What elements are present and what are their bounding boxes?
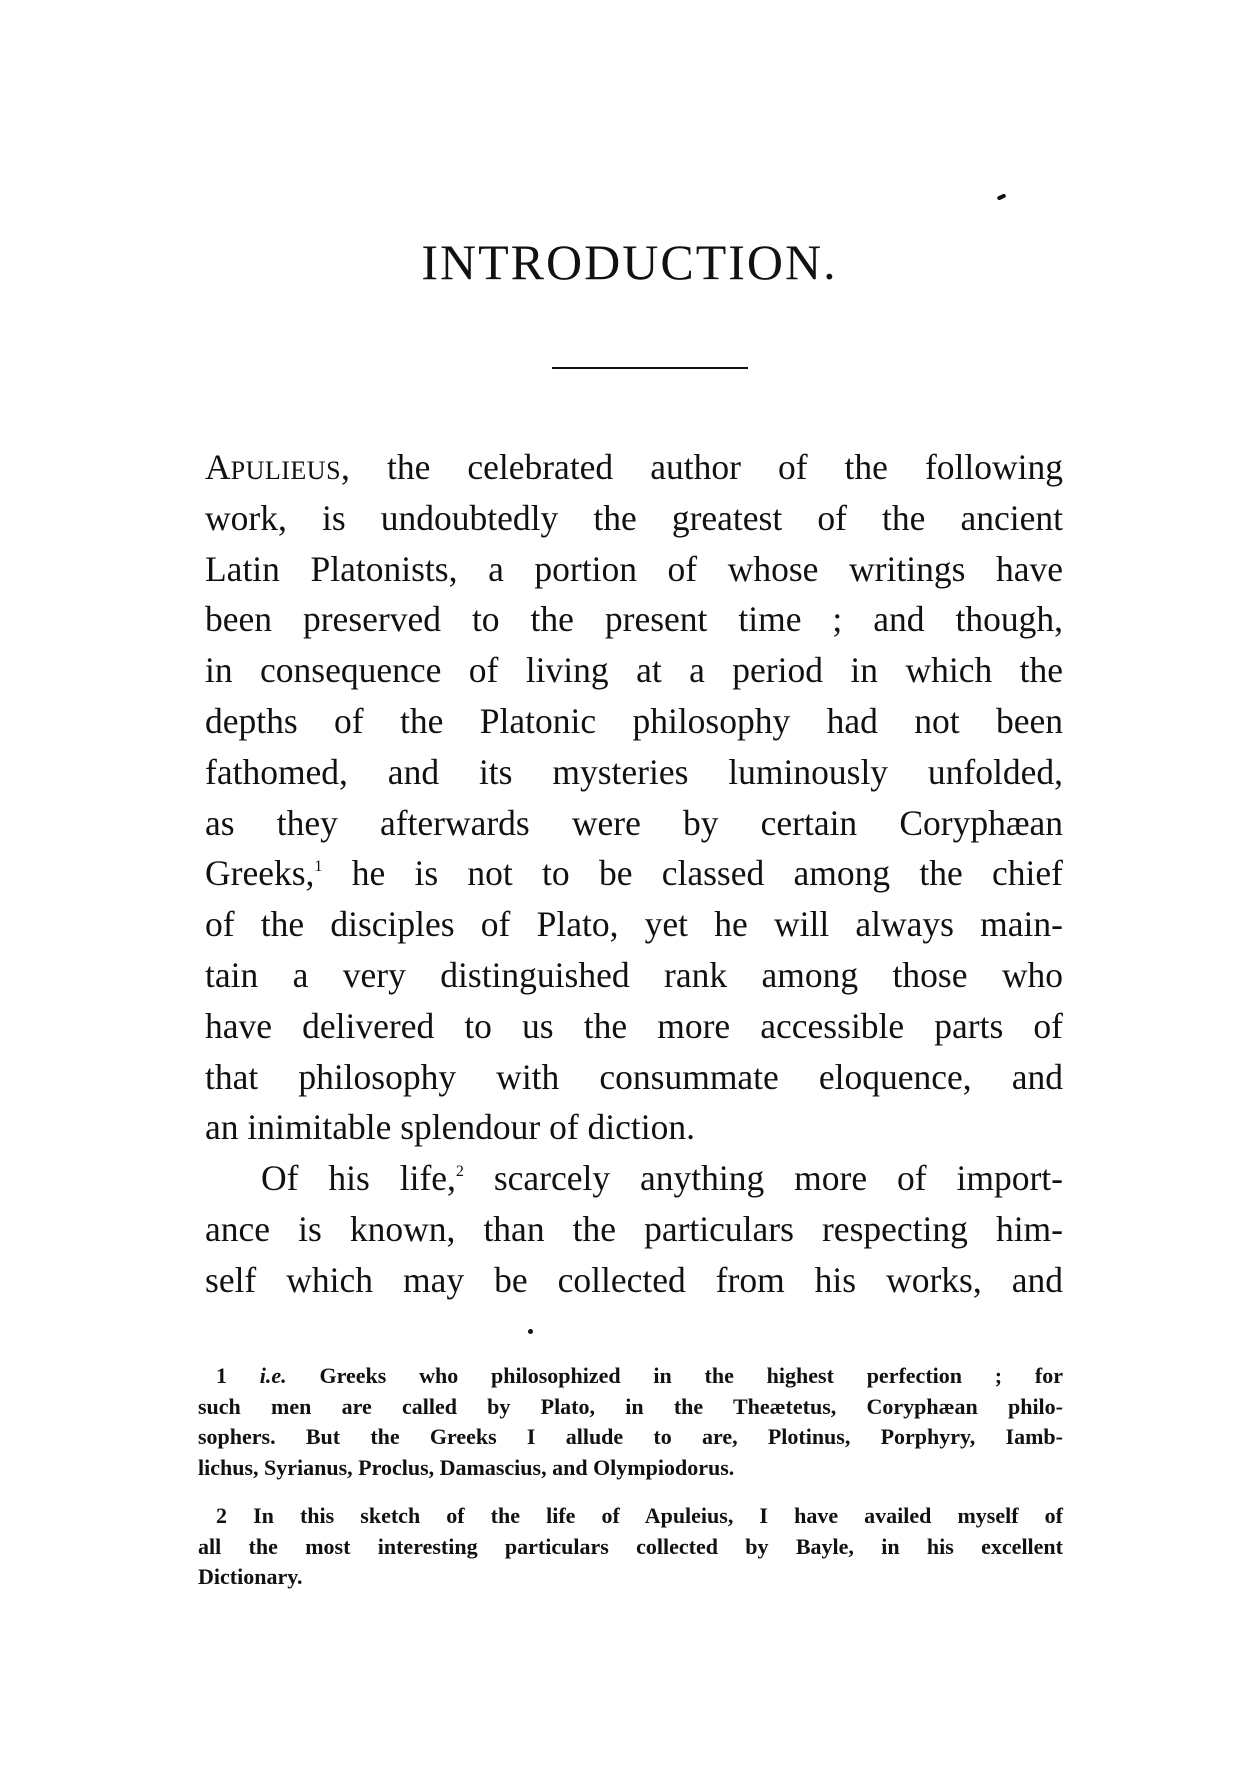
footnote-abbr: i.e.	[259, 1363, 287, 1388]
text-line	[205, 848, 1063, 899]
footnote-number: 1	[216, 1363, 227, 1388]
title-divider	[552, 367, 748, 369]
text-line: tain a very distinguished rank among those who	[205, 954, 1063, 995]
drop-cap: A	[205, 447, 231, 487]
footnote-spacer	[198, 1483, 1063, 1501]
footnote-1-line: such men are called by Plato, in the Theætetus, Coryphæan philo-	[198, 1393, 1063, 1419]
text-line: as they afterwards were by certain Coryphæan	[205, 802, 1063, 843]
footnote-number: 2	[216, 1503, 227, 1528]
text-line-content: Greeks,	[205, 853, 315, 894]
text-line-content: Of his life,	[261, 1158, 456, 1199]
main-text	[205, 442, 1063, 1306]
text-line: have delivered to us the more accessible parts of	[205, 1005, 1063, 1046]
text-line: an inimitable splendour of diction.	[205, 1107, 695, 1148]
footnotes	[198, 1361, 1063, 1593]
signature-mark	[528, 1329, 533, 1334]
text-line-content: , the celebrated author of the following	[341, 447, 1063, 487]
footnote-2-line	[198, 1501, 1063, 1532]
text-line: been preserved to the present time ; and though,	[205, 599, 1063, 640]
footnote-2-line: all the most interesting particulars collected by Bayle, in his excellent	[198, 1533, 1063, 1559]
text-line: that philosophy with consummate eloquence, and	[205, 1056, 1063, 1097]
footnote-ref-2: 2	[455, 1163, 464, 1181]
text-line: Latin Platonists, a portion of whose writings have	[205, 548, 1063, 589]
footnote-ref-1: 1	[314, 858, 323, 876]
text-line: work, is undoubtedly the greatest of the ancient	[205, 497, 1063, 538]
footnote-2-line: Dictionary.	[198, 1564, 303, 1589]
ink-speck	[997, 193, 1007, 200]
footnote-1-line: lichus, Syrianus, Proclus, Damascius, and Olympiodorus.	[198, 1454, 735, 1480]
text-line	[205, 1153, 1063, 1204]
text-line-content: scarcely anything more of import-	[463, 1158, 1063, 1199]
small-caps-name: PULIEUS	[230, 456, 342, 485]
text-line: ance is known, than the particulars respecting him-	[205, 1208, 1063, 1249]
footnote-text: Greeks who philosophized in the highest perfection ; for	[286, 1363, 1063, 1388]
text-line: fathomed, and its mysteries luminously unfolded,	[205, 751, 1063, 792]
text-line: depths of the Platonic philosophy had not been	[205, 700, 1063, 741]
text-line: in consequence of living at a period in which the	[205, 650, 1063, 691]
footnote-1-line	[198, 1361, 1063, 1392]
text-line: of the disciples of Plato, yet he will always main-	[205, 904, 1063, 945]
text-line-content: he is not to be classed among the chief	[322, 853, 1063, 894]
chapter-title: INTRODUCTION.	[421, 234, 838, 290]
footnote-text: In this sketch of the life of Apuleius, I have availed myself of	[227, 1503, 1063, 1528]
text-line	[205, 442, 1063, 493]
footnote-1-line: sophers. But the Greeks I allude to are, Plotinus, Porphyry, Iamb-	[198, 1424, 1063, 1449]
text-line: self which may be collected from his works, and	[205, 1259, 1063, 1300]
